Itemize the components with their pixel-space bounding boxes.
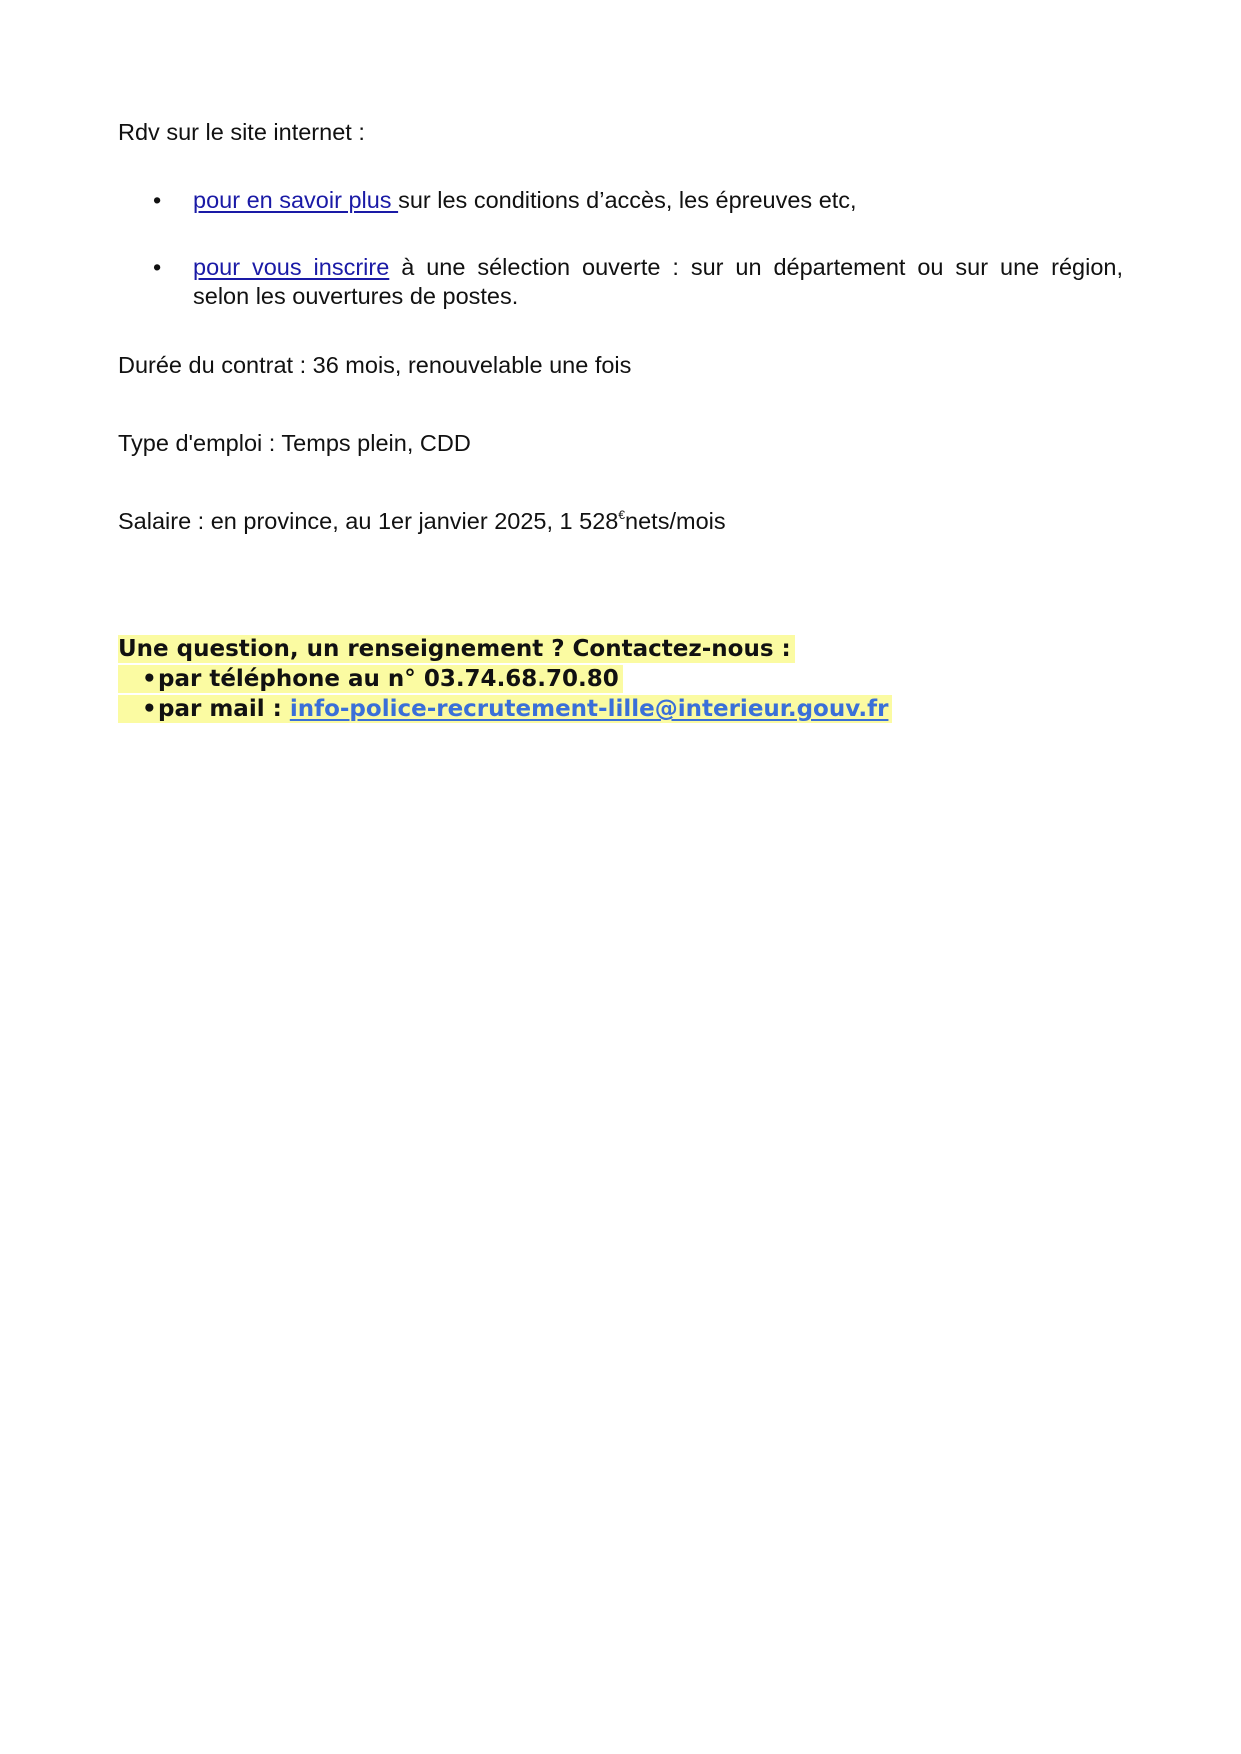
salary-line (118, 507, 726, 536)
intro-text: Rdv sur le site internet : (118, 119, 365, 145)
salary-unit: nets/mois (625, 508, 726, 534)
contract-duration: Durée du contrat : 36 mois, renouvelable une fois (118, 352, 632, 378)
register-link[interactable]: pour vous inscrire (193, 254, 390, 280)
email-link[interactable]: info-police-recrutement-lille@interieur.gouv.fr (289, 696, 889, 722)
contact-phone (118, 665, 623, 693)
contact-box (118, 634, 889, 724)
salary-amount: Salaire : en province, au 1er janvier 2025, 1 528 (118, 508, 619, 534)
phone-text: par téléphone au n° 03.74.68.70.80 (158, 666, 619, 692)
list-item-continuation: selon les ouvertures de postes. (193, 283, 519, 309)
bullet-marker: • (153, 254, 162, 280)
contact-heading: Une question, un renseignement ? Contactez-nous : (118, 635, 795, 663)
employment-type: Type d'emploi : Temps plein, CDD (118, 430, 471, 456)
list-item-text (193, 186, 1123, 215)
list-item-text (193, 253, 1123, 311)
currency-symbol: € (618, 508, 626, 522)
mail-label: par mail : (158, 696, 290, 722)
bullet-marker: • (142, 696, 157, 722)
bullet-marker: • (142, 666, 157, 692)
learn-more-link[interactable]: pour en savoir plus (193, 187, 399, 213)
list-item-rest-text: sur les conditions d’accès, les épreuves etc, (398, 187, 857, 213)
bullet-marker: • (153, 187, 162, 213)
list-item-rest-text: à une sélection ouverte : sur un département ou sur une région, (389, 254, 1123, 280)
contact-mail (118, 695, 892, 723)
